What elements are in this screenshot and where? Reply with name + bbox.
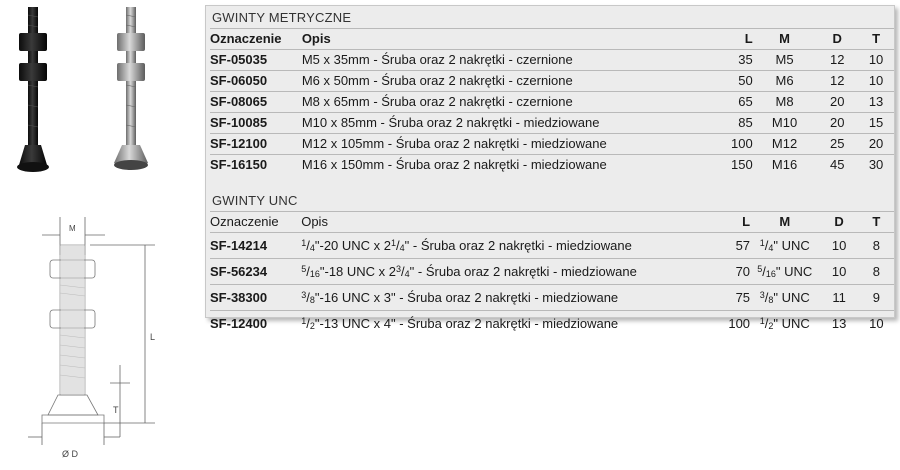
fraction-numerator: 1 (301, 316, 307, 326)
text-run: / (764, 316, 769, 331)
fraction-denominator: 8 (768, 295, 774, 305)
value-l: 85 (711, 113, 753, 134)
value-l: 57 (711, 233, 750, 259)
value-m: M10 (753, 113, 817, 134)
dimension-drawing (20, 215, 190, 465)
text-run: / (764, 238, 769, 253)
unc-header-row (210, 212, 894, 233)
text-run: " UNC (775, 264, 813, 279)
value-d: 10 (820, 233, 859, 259)
value-l: 100 (711, 134, 753, 155)
col-desc: Opis (302, 29, 711, 50)
text-run: / (306, 264, 310, 279)
col-t: T (858, 29, 894, 50)
product-code: SF-08065 (210, 92, 302, 113)
value-l: 100 (711, 311, 750, 337)
text-run: " - Śruba oraz 2 nakrętki - miedziowane (404, 238, 632, 253)
product-description (301, 233, 710, 259)
value-l: 75 (711, 285, 750, 311)
table-row (210, 259, 894, 285)
fraction-numerator: 1 (391, 238, 397, 248)
label-m: M (69, 224, 76, 233)
product-description (301, 311, 710, 337)
value-d: 10 (820, 259, 859, 285)
metric-header-row (210, 29, 894, 50)
fraction-numerator: 1 (759, 316, 765, 326)
table-row (210, 71, 894, 92)
label-d: Ø D (62, 449, 79, 459)
label-t: T (113, 405, 119, 415)
value-m: M8 (753, 92, 817, 113)
value-t: 13 (858, 92, 894, 113)
col-desc: Opis (301, 212, 710, 233)
value-d: 20 (816, 92, 858, 113)
table-row (210, 92, 894, 113)
metric-table (210, 28, 894, 175)
fraction-denominator: 4 (404, 269, 410, 279)
value-m: M5 (753, 50, 817, 71)
value-l: 65 (711, 92, 753, 113)
value-d: 12 (816, 71, 858, 92)
table-row (210, 233, 894, 259)
product-code: SF-16150 (210, 155, 302, 176)
product-code: SF-12400 (210, 311, 301, 337)
text-run: "-16 UNC x 3" - Śruba oraz 2 nakrętki - miedziowane (314, 290, 619, 305)
table-row (210, 311, 894, 337)
table-row (210, 155, 894, 176)
product-code: SF-56234 (210, 259, 301, 285)
fraction-numerator: 3 (759, 290, 765, 300)
spec-panel (205, 5, 895, 331)
value-l: 70 (711, 259, 750, 285)
product-description (301, 259, 710, 285)
fraction-numerator: 1 (759, 238, 765, 248)
text-run: / (396, 238, 400, 253)
value-m (750, 311, 820, 337)
product-code: SF-14214 (210, 233, 301, 259)
table-row (210, 285, 894, 311)
text-run: "-20 UNC x 2 (314, 238, 392, 253)
product-description: M8 x 65mm - Śruba oraz 2 nakrętki - czernione (302, 92, 711, 113)
product-description: M16 x 150mm - Śruba oraz 2 nakrętki - miedziowane (302, 155, 711, 176)
fraction-denominator: 8 (309, 295, 315, 305)
text-run: / (306, 290, 310, 305)
col-code: Oznaczenie (210, 212, 301, 233)
text-run: / (764, 290, 769, 305)
text-run: / (306, 238, 310, 253)
text-run: "-13 UNC x 4" - Śruba oraz 2 nakrętki - miedziowane (314, 316, 619, 331)
value-t: 15 (858, 113, 894, 134)
value-m (750, 259, 820, 285)
value-t: 8 (859, 259, 894, 285)
value-m: M6 (753, 71, 817, 92)
text-run: / (401, 264, 405, 279)
fraction-denominator: 4 (768, 243, 774, 253)
product-photo-black-leveling-foot (5, 5, 65, 175)
product-description: M5 x 35mm - Śruba oraz 2 nakrętki - czernione (302, 50, 711, 71)
value-d: 11 (820, 285, 859, 311)
value-d: 45 (816, 155, 858, 176)
text-run: " UNC (773, 290, 810, 305)
product-code: SF-38300 (210, 285, 301, 311)
value-t: 20 (858, 134, 894, 155)
product-description: M12 x 105mm - Śruba oraz 2 nakrętki - miedziowane (302, 134, 711, 155)
value-d: 13 (820, 311, 859, 337)
value-t: 10 (858, 71, 894, 92)
fraction-numerator: 5 (301, 264, 307, 274)
col-m: M (750, 212, 820, 233)
text-run: / (306, 316, 310, 331)
product-description (301, 285, 710, 311)
unc-table (210, 211, 894, 336)
table-row (210, 113, 894, 134)
value-t: 10 (859, 311, 894, 337)
col-d: D (816, 29, 858, 50)
text-run: " UNC (773, 238, 810, 253)
product-code: SF-12100 (210, 134, 302, 155)
value-d: 25 (816, 134, 858, 155)
text-run: "-18 UNC x 2 (319, 264, 397, 279)
fraction-denominator: 4 (309, 243, 315, 253)
value-d: 20 (816, 113, 858, 134)
value-m (750, 285, 820, 311)
value-l: 50 (711, 71, 753, 92)
fraction-denominator: 16 (765, 269, 776, 279)
product-description: M10 x 85mm - Śruba oraz 2 nakrętki - miedziowane (302, 113, 711, 134)
value-m: M16 (753, 155, 817, 176)
value-m (750, 233, 820, 259)
col-d: D (820, 212, 859, 233)
col-code: Oznaczenie (210, 29, 302, 50)
value-d: 12 (816, 50, 858, 71)
fraction-numerator: 1 (301, 238, 307, 248)
product-description: M6 x 50mm - Śruba oraz 2 nakrętki - czernione (302, 71, 711, 92)
col-l: L (711, 29, 753, 50)
col-t: T (859, 212, 894, 233)
value-t: 9 (859, 285, 894, 311)
product-code: SF-10085 (210, 113, 302, 134)
table-row (210, 50, 894, 71)
text-run: / (762, 264, 766, 279)
product-code: SF-06050 (210, 71, 302, 92)
fraction-denominator: 2 (309, 321, 315, 331)
value-t: 10 (858, 50, 894, 71)
product-code: SF-05035 (210, 50, 302, 71)
fraction-numerator: 5 (757, 264, 763, 274)
table-row (210, 134, 894, 155)
fraction-denominator: 4 (399, 243, 405, 253)
col-l: L (711, 212, 750, 233)
value-t: 30 (858, 155, 894, 176)
value-m: M12 (753, 134, 817, 155)
value-t: 8 (859, 233, 894, 259)
metric-section-title: GWINTY METRYCZNE (212, 10, 352, 25)
text-run: " - Śruba oraz 2 nakrętki - miedziowane (409, 264, 637, 279)
unc-section-title: GWINTY UNC (212, 193, 298, 208)
fraction-denominator: 2 (768, 321, 774, 331)
col-m: M (753, 29, 817, 50)
value-l: 35 (711, 50, 753, 71)
fraction-numerator: 3 (396, 264, 402, 274)
value-l: 150 (711, 155, 753, 176)
label-l: L (150, 332, 156, 342)
fraction-denominator: 16 (309, 269, 320, 279)
text-run: " UNC (773, 316, 810, 331)
fraction-numerator: 3 (301, 290, 307, 300)
product-photo-silver-leveling-foot (100, 5, 160, 175)
